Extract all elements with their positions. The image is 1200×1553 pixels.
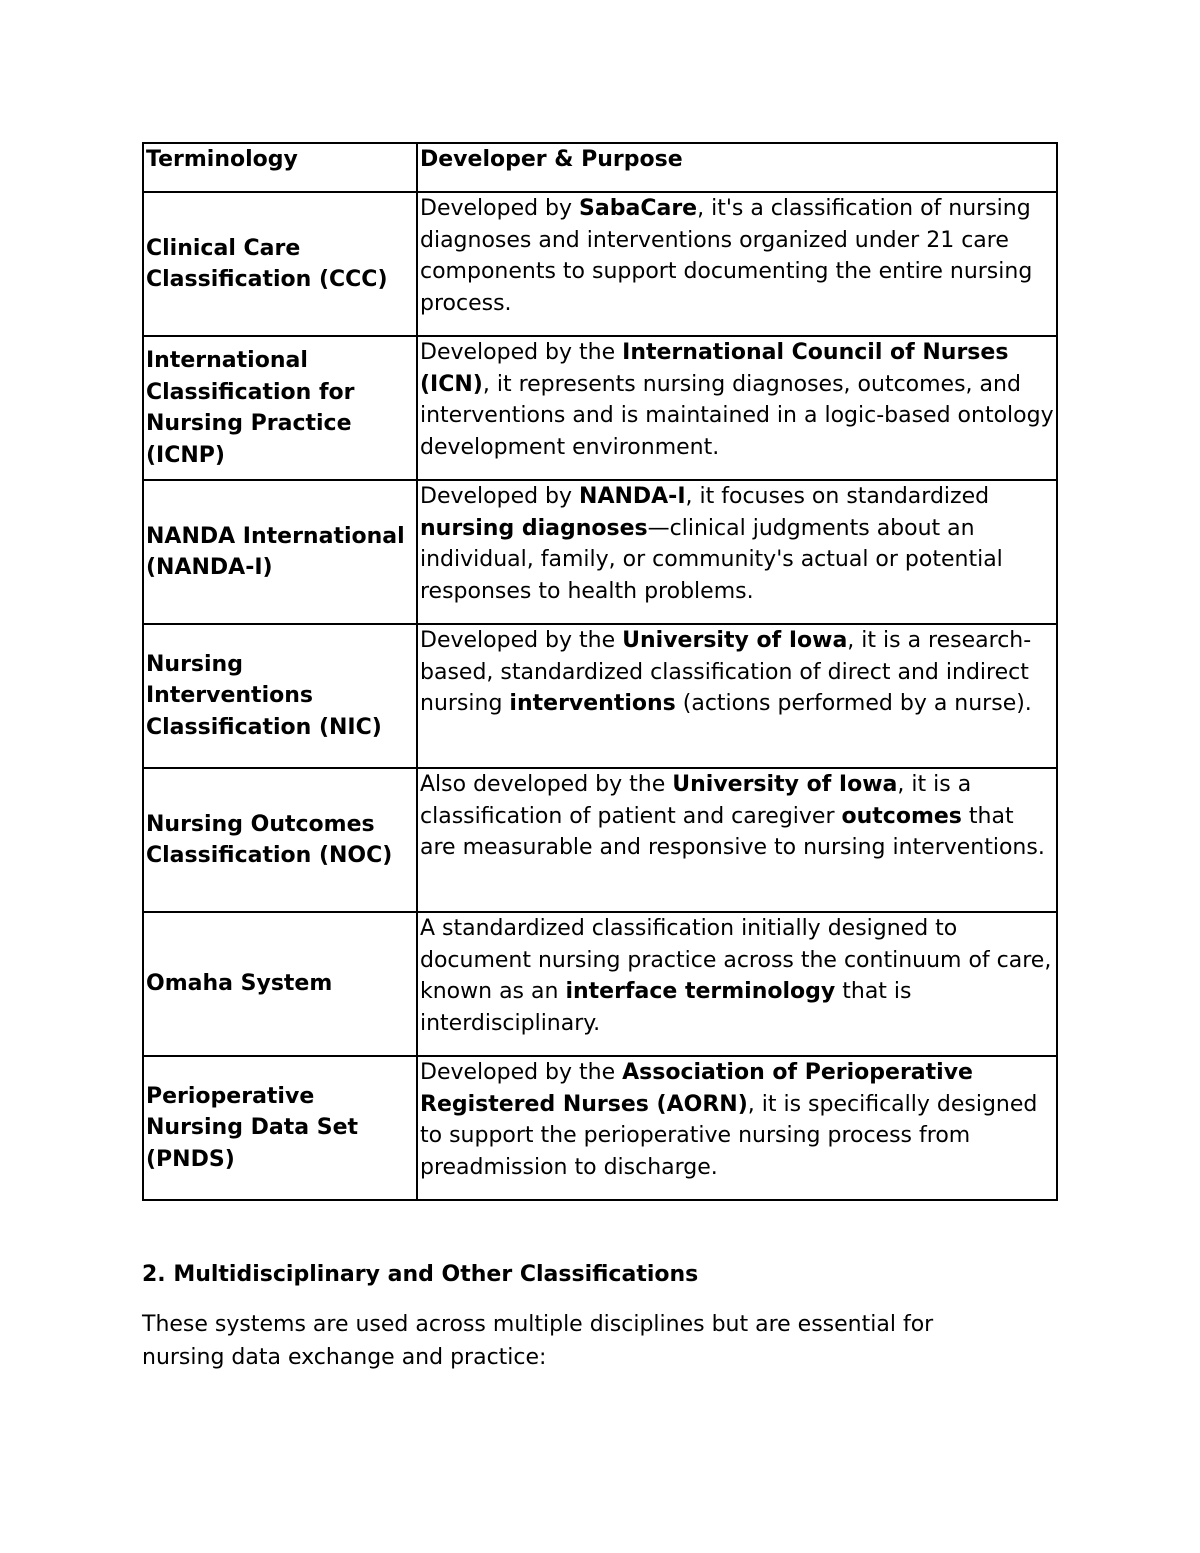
terminology-name: International Classification for Nursing Practice (ICNP): [143, 336, 417, 480]
text-segment: , it is a research-based, standardized classification of direct and indirect nursing: [420, 628, 1032, 716]
emphasis-text: interventions: [509, 691, 676, 716]
table-row: [143, 192, 1057, 336]
emphasis-text: interface terminology: [565, 979, 836, 1004]
table-row: [143, 768, 1057, 912]
terminology-name: Perioperative Nursing Data Set (PNDS): [143, 1056, 417, 1200]
emphasis-text: NANDA-I: [579, 484, 686, 509]
emphasis-text: Association of Perioperative Registered Nurses (AORN): [420, 1060, 973, 1117]
text-segment: , it's a classification of nursing diagnoses and interventions organized under 21 care components to support documenting the entire nursing process.: [420, 196, 1033, 316]
emphasis-text: International Council of Nurses (ICN): [420, 340, 1009, 397]
table-row: [143, 336, 1057, 480]
text-segment: , it is a classification of patient and caregiver: [420, 772, 972, 829]
emphasis-text: University of Iowa: [672, 772, 898, 797]
terminology-name: Omaha System: [143, 912, 417, 1056]
text-segment: Developed by: [420, 196, 580, 221]
text-segment: (actions performed by a nurse).: [675, 691, 1032, 716]
table-row: [143, 1056, 1057, 1200]
text-segment: Developed by the: [420, 340, 623, 365]
terminology-name: Clinical Care Classification (CCC): [143, 192, 417, 336]
text-segment: , it is specifically designed to support the perioperative nursing process from preadmission to discharge.: [420, 1091, 1038, 1180]
developer-purpose: [417, 192, 1057, 336]
developer-purpose: [417, 624, 1057, 768]
developer-purpose: [417, 768, 1057, 912]
developer-purpose: [417, 336, 1057, 480]
terminology-name: Nursing Outcomes Classification (NOC): [143, 768, 417, 912]
table-row: [143, 480, 1057, 624]
emphasis-text: nursing diagnoses: [420, 515, 648, 541]
emphasis-text: SabaCare: [579, 196, 698, 221]
developer-purpose: [417, 480, 1057, 624]
text-segment: Developed by the: [420, 1060, 623, 1085]
table-row: [143, 912, 1057, 1056]
developer-purpose: [417, 912, 1057, 1056]
text-segment: Also developed by the: [420, 772, 673, 797]
emphasis-text: outcomes: [841, 803, 962, 829]
table-row: [143, 624, 1057, 768]
text-segment: Developed by the: [420, 628, 623, 653]
developer-purpose: [417, 1056, 1057, 1200]
text-segment: that is interdisciplinary.: [420, 979, 912, 1036]
table-header-row: [143, 143, 1057, 192]
text-segment: —clinical judgments about an individual, family, or community's actual or potential responses to health problems.: [420, 515, 1003, 604]
text-segment: that are measurable and responsive to nursing interventions.: [420, 803, 1045, 860]
header-developer-purpose: Developer & Purpose: [417, 143, 1057, 192]
header-terminology: Terminology: [143, 143, 417, 192]
terminology-name: NANDA International (NANDA-I): [143, 480, 417, 624]
terminology-table: [142, 142, 1058, 1201]
text-segment: A standardized classification initially designed to document nursing practice across the continuum of care, known as an: [420, 916, 1052, 1004]
text-segment: , it focuses on standardized: [685, 484, 990, 509]
emphasis-text: University of Iowa: [622, 628, 848, 653]
text-segment: Developed by: [420, 484, 580, 509]
terminology-name: Nursing Interventions Classification (NIC): [143, 624, 417, 768]
section-heading: 2. Multidisciplinary and Other Classifications: [142, 1262, 699, 1287]
text-segment: , it represents nursing diagnoses, outcomes, and interventions and is maintained in a logic-based ontology development environment.: [420, 371, 1054, 460]
section-intro: These systems are used across multiple disciplines but are essential for nursing data exchange and practice:: [142, 1312, 934, 1370]
